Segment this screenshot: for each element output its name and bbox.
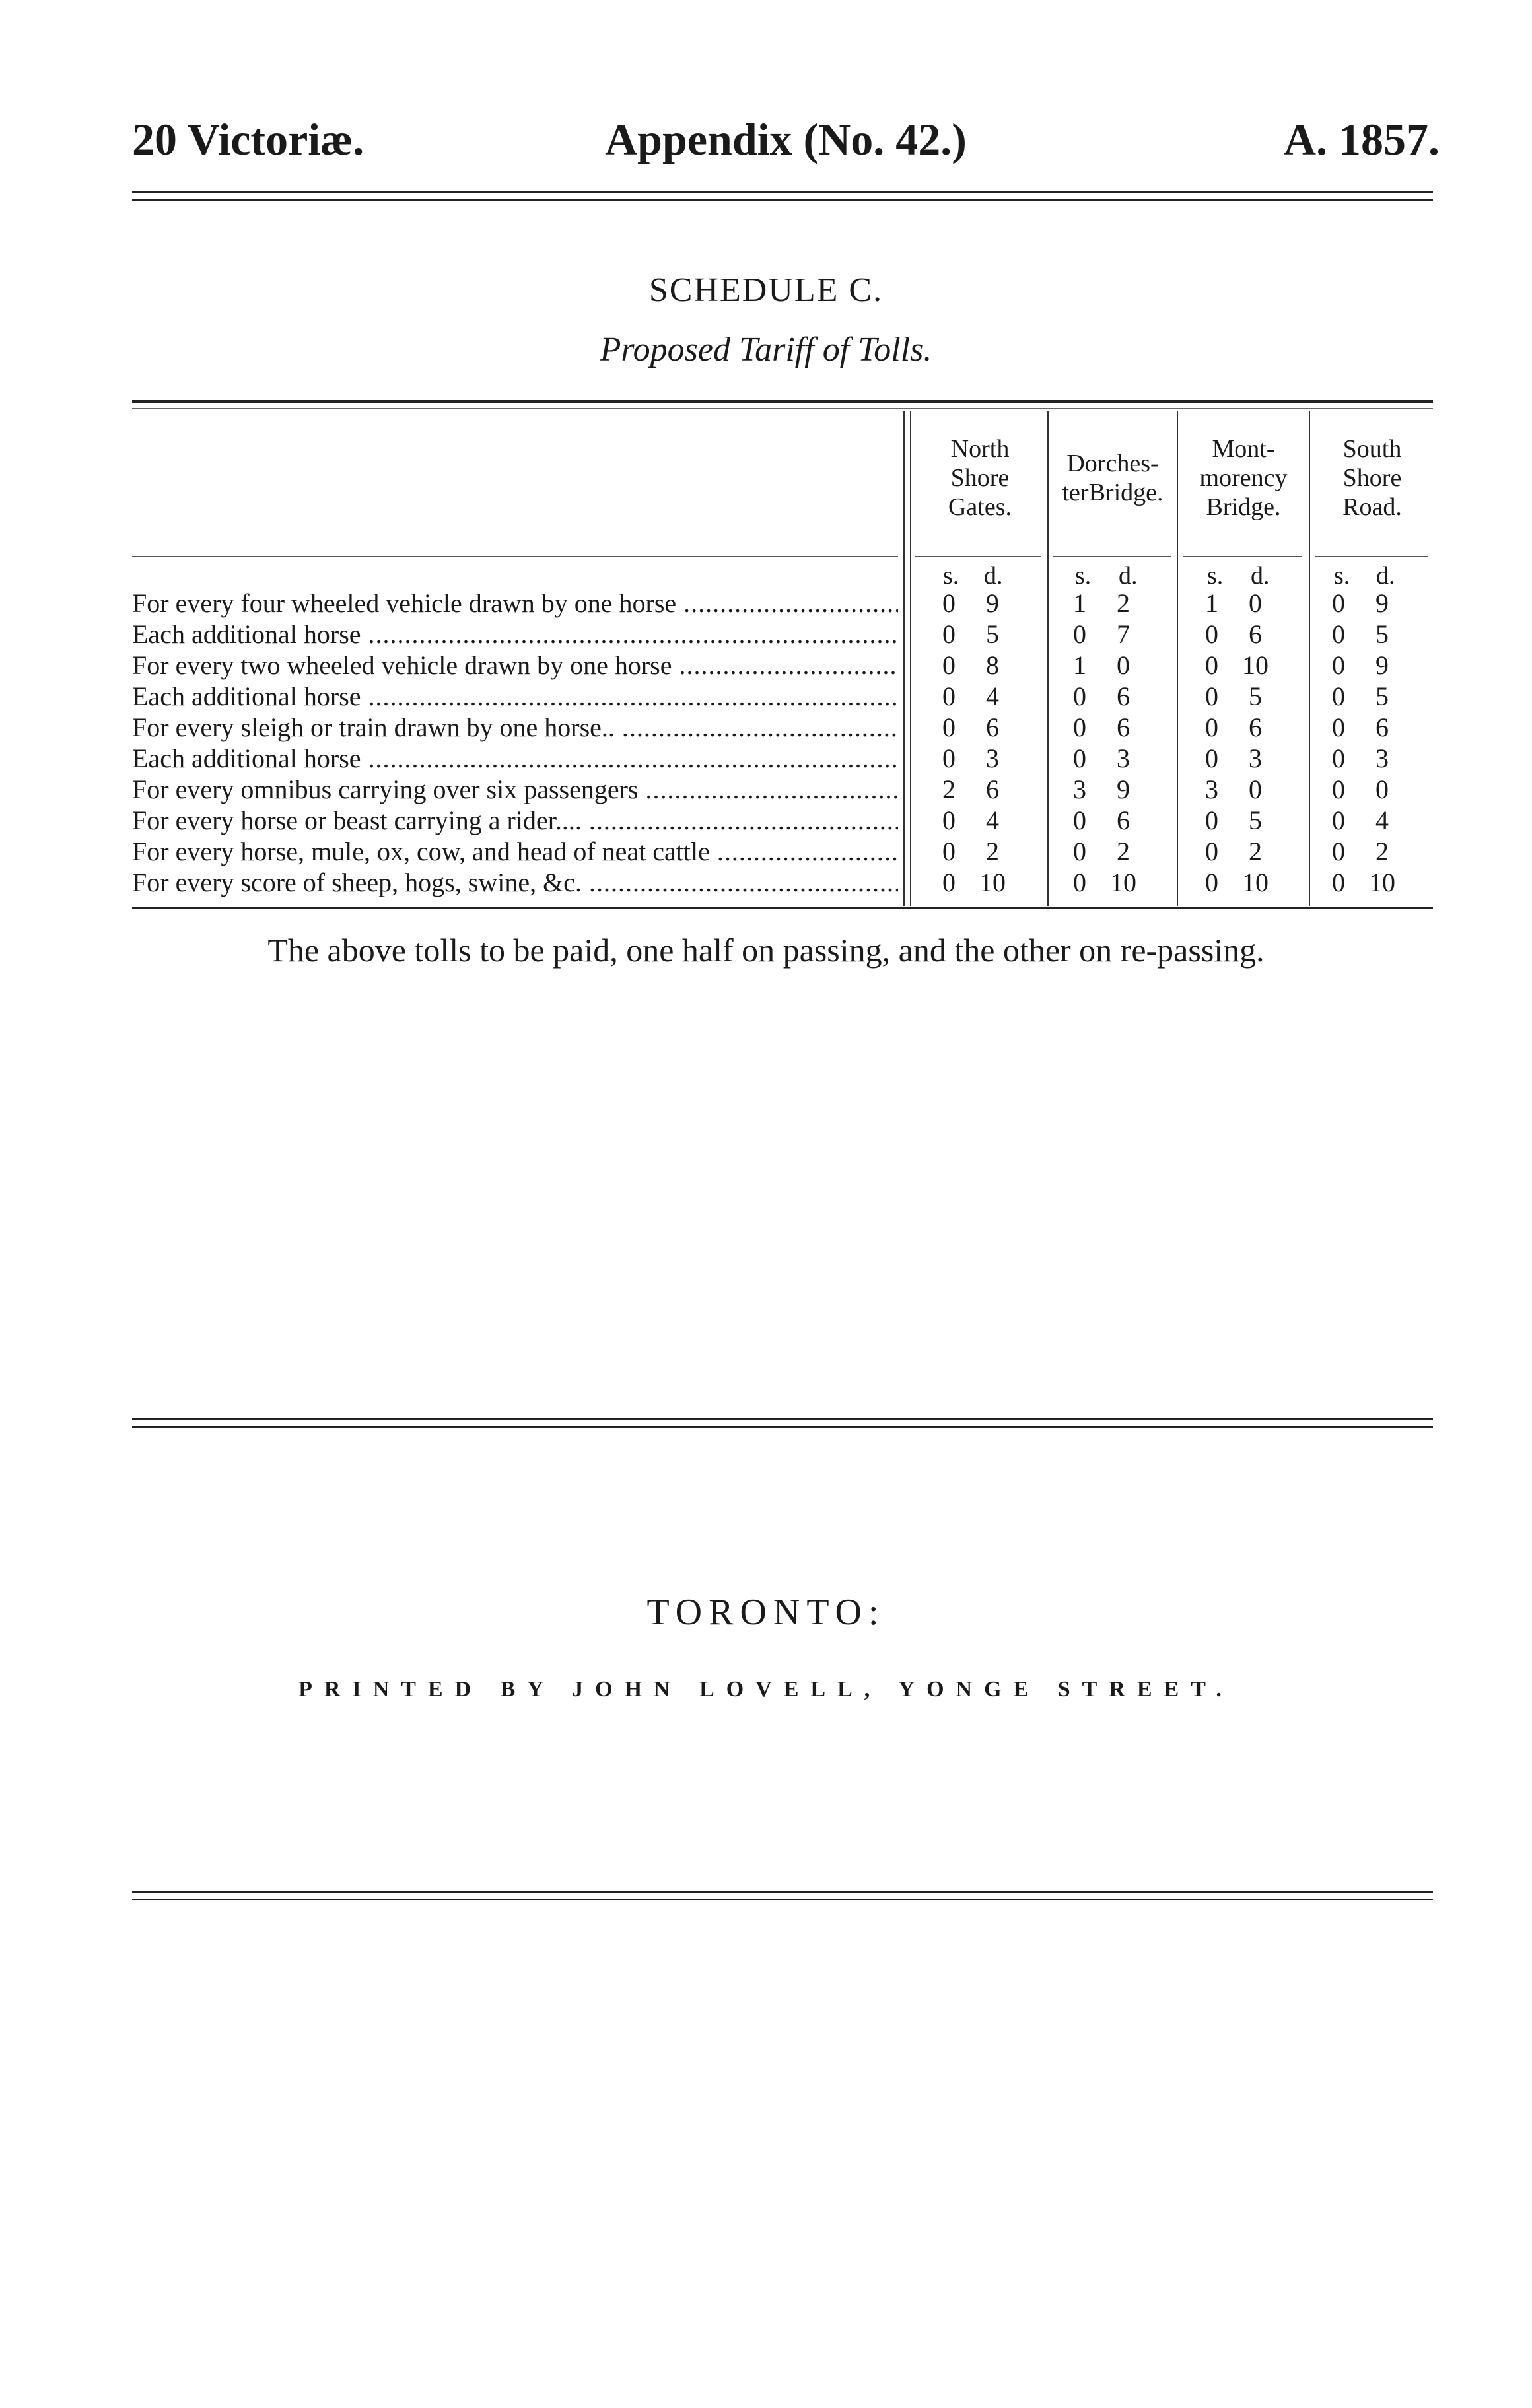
shillings-value: 0	[942, 588, 956, 618]
column-header-line: Dorches-	[1066, 450, 1159, 477]
shillings-value: 0	[1073, 837, 1086, 866]
pence-value: 10	[1110, 868, 1136, 897]
pence-value: 2	[1249, 837, 1262, 866]
unit-shillings: s.	[1075, 562, 1092, 590]
table-row	[132, 867, 1433, 898]
pence-value: 3	[1117, 743, 1130, 773]
row-label: For every horse or beast carrying a rider.... .....	[132, 805, 898, 836]
pence-value: 3	[1375, 743, 1389, 773]
shillings-value: 2	[942, 774, 956, 804]
shillings-value: 1	[1205, 588, 1218, 618]
table-bottom-rule	[132, 907, 1433, 909]
table-top-rule-thin	[132, 408, 1433, 409]
pence-value: 3	[986, 743, 999, 773]
header-divider	[132, 191, 1433, 201]
schedule-title: SCHEDULE C.	[648, 271, 884, 309]
shillings-value: 0	[942, 650, 956, 680]
shillings-value: 3	[1073, 774, 1086, 804]
shillings-value: 0	[1073, 806, 1086, 835]
column-header-line: South	[1342, 435, 1402, 463]
shillings-value: 3	[1205, 774, 1218, 804]
row-label: For every omnibus carrying over six passengers .....	[132, 774, 898, 805]
pence-value: 3	[1249, 743, 1262, 773]
pence-value: 6	[1117, 712, 1130, 742]
shillings-value: 0	[1205, 806, 1218, 835]
shillings-value: 0	[1332, 650, 1345, 680]
pence-value: 6	[1375, 712, 1389, 742]
pence-value: 2	[1375, 837, 1389, 866]
table-top-rule	[132, 400, 1433, 403]
pence-value: 5	[1375, 619, 1389, 649]
shillings-value: 0	[1332, 837, 1345, 866]
pence-value: 10	[1369, 868, 1395, 897]
column-header-line: terBridge.	[1062, 479, 1164, 506]
shillings-value: 0	[1073, 619, 1086, 649]
row-label: Each additional horse .....	[132, 743, 898, 774]
unit-pence: d.	[1119, 562, 1138, 590]
column-header-line: Mont-	[1212, 435, 1275, 463]
row-label: For every score of sheep, hogs, swine, &c. .....	[132, 867, 898, 898]
pence-value: 9	[986, 588, 999, 618]
pence-value: 0	[1249, 774, 1262, 804]
column-header-rule	[1183, 556, 1302, 557]
shillings-value: 0	[942, 681, 956, 711]
shillings-value: 0	[942, 743, 956, 773]
shillings-value: 0	[1073, 712, 1086, 742]
pence-value: 0	[1249, 588, 1262, 618]
shillings-value: 0	[1332, 774, 1345, 804]
row-label: For every four wheeled vehicle drawn by one horse .....	[132, 588, 898, 619]
shillings-value: 0	[1332, 588, 1345, 618]
running-head-left: 20 Victoriæ.	[132, 114, 365, 164]
pence-value: 6	[1249, 619, 1262, 649]
shillings-value: 1	[1073, 588, 1086, 618]
unit-pence: d.	[984, 562, 1003, 590]
unit-shillings: s.	[943, 562, 959, 590]
shillings-value: 0	[942, 712, 956, 742]
column-header-rule	[915, 556, 1041, 557]
column-header-dorchester-bridge	[1050, 449, 1175, 507]
column-header-rule	[1053, 556, 1171, 557]
pence-value: 8	[986, 650, 999, 680]
imprint-place: TORONTO:	[646, 1592, 886, 1633]
table-row	[132, 681, 1433, 712]
shillings-value: 0	[1205, 650, 1218, 680]
pence-value: 0	[1375, 774, 1389, 804]
column-header-line: Bridge.	[1206, 493, 1281, 521]
column-header-north-shore-gates	[915, 434, 1045, 522]
pence-value: 4	[986, 681, 999, 711]
row-label: For every horse, mule, ox, cow, and head of neat cattle .....	[132, 836, 898, 867]
table-row	[132, 588, 1433, 619]
shillings-value: 0	[1073, 743, 1086, 773]
pence-value: 9	[1375, 588, 1389, 618]
table-row	[132, 650, 1433, 681]
shillings-value: 0	[1205, 743, 1218, 773]
pence-value: 4	[1375, 806, 1389, 835]
row-label: For every two wheeled vehicle drawn by one horse .....	[132, 650, 898, 681]
pence-value: 6	[986, 774, 999, 804]
pence-value: 10	[979, 868, 1006, 897]
pence-value: 6	[986, 712, 999, 742]
shillings-value: 0	[942, 806, 956, 835]
bottom-divider	[132, 1891, 1433, 1900]
shillings-value: 0	[1205, 868, 1218, 897]
pence-value: 6	[1117, 806, 1130, 835]
pence-value: 2	[986, 837, 999, 866]
shillings-value: 1	[1073, 650, 1086, 680]
column-header-line: Shore	[1342, 464, 1402, 492]
toll-rows	[132, 588, 1433, 898]
shillings-value: 0	[1205, 712, 1218, 742]
row-label: Each additional horse .....	[132, 681, 898, 712]
pence-value: 2	[1117, 588, 1130, 618]
pence-value: 6	[1249, 712, 1262, 742]
column-header-montmorency-bridge	[1179, 434, 1307, 522]
pence-value: 9	[1117, 774, 1130, 804]
column-header-line: morency	[1199, 464, 1288, 492]
toll-table	[132, 400, 1433, 909]
pence-value: 5	[1375, 681, 1389, 711]
table-row	[132, 774, 1433, 805]
pence-value: 5	[986, 619, 999, 649]
unit-shillings: s.	[1207, 562, 1224, 590]
shillings-value: 0	[1332, 743, 1345, 773]
pence-value: 5	[1249, 681, 1262, 711]
row-label: For every sleigh or train drawn by one horse.. .....	[132, 712, 898, 743]
column-header-line: Shore	[950, 464, 1010, 492]
shillings-value: 0	[1205, 837, 1218, 866]
pence-value: 2	[1117, 837, 1130, 866]
pence-value: 10	[1242, 868, 1269, 897]
shillings-value: 0	[1205, 681, 1218, 711]
shillings-value: 0	[942, 868, 956, 897]
pence-value: 5	[1249, 806, 1262, 835]
column-header-south-shore-road	[1311, 434, 1433, 522]
shillings-value: 0	[1332, 806, 1345, 835]
shillings-value: 0	[942, 837, 956, 866]
schedule-subtitle: Proposed Tariff of Tolls.	[600, 331, 932, 368]
shillings-value: 0	[1332, 681, 1345, 711]
pence-value: 9	[1375, 650, 1389, 680]
unit-pence: d.	[1251, 562, 1270, 590]
row-label: Each additional horse .....	[132, 619, 898, 650]
running-head	[132, 114, 1440, 173]
pence-value: 0	[1117, 650, 1130, 680]
description-header-rule	[132, 556, 898, 557]
running-head-right: A. 1857.	[1283, 114, 1440, 164]
table-row	[132, 805, 1433, 836]
column-header-rule	[1315, 556, 1428, 557]
column-header-line: Gates.	[948, 493, 1012, 521]
unit-pence: d.	[1376, 562, 1395, 590]
imprint-printer: PRINTED BY JOHN LOVELL, YONGE STREET.	[298, 1677, 1234, 1702]
table-row	[132, 836, 1433, 867]
unit-shillings: s.	[1334, 562, 1350, 590]
shillings-value: 0	[1073, 681, 1086, 711]
column-header-line: Road.	[1342, 493, 1402, 521]
running-head-center: Appendix (No. 42.)	[605, 114, 967, 164]
shillings-value: 0	[1332, 619, 1345, 649]
table-row	[132, 619, 1433, 650]
pence-value: 10	[1242, 650, 1269, 680]
pence-value: 6	[1117, 681, 1130, 711]
shillings-value: 0	[1073, 868, 1086, 897]
shillings-value: 0	[942, 619, 956, 649]
shillings-value: 0	[1205, 619, 1218, 649]
pence-value: 4	[986, 806, 999, 835]
table-row	[132, 712, 1433, 743]
footnote: The above tolls to be paid, one half on passing, and the other on re-passing.	[267, 932, 1265, 969]
shillings-value: 0	[1332, 868, 1345, 897]
pence-value: 7	[1117, 619, 1130, 649]
column-header-line: North	[950, 435, 1010, 463]
table-row	[132, 743, 1433, 774]
section-divider	[132, 1418, 1433, 1428]
shillings-value: 0	[1332, 712, 1345, 742]
